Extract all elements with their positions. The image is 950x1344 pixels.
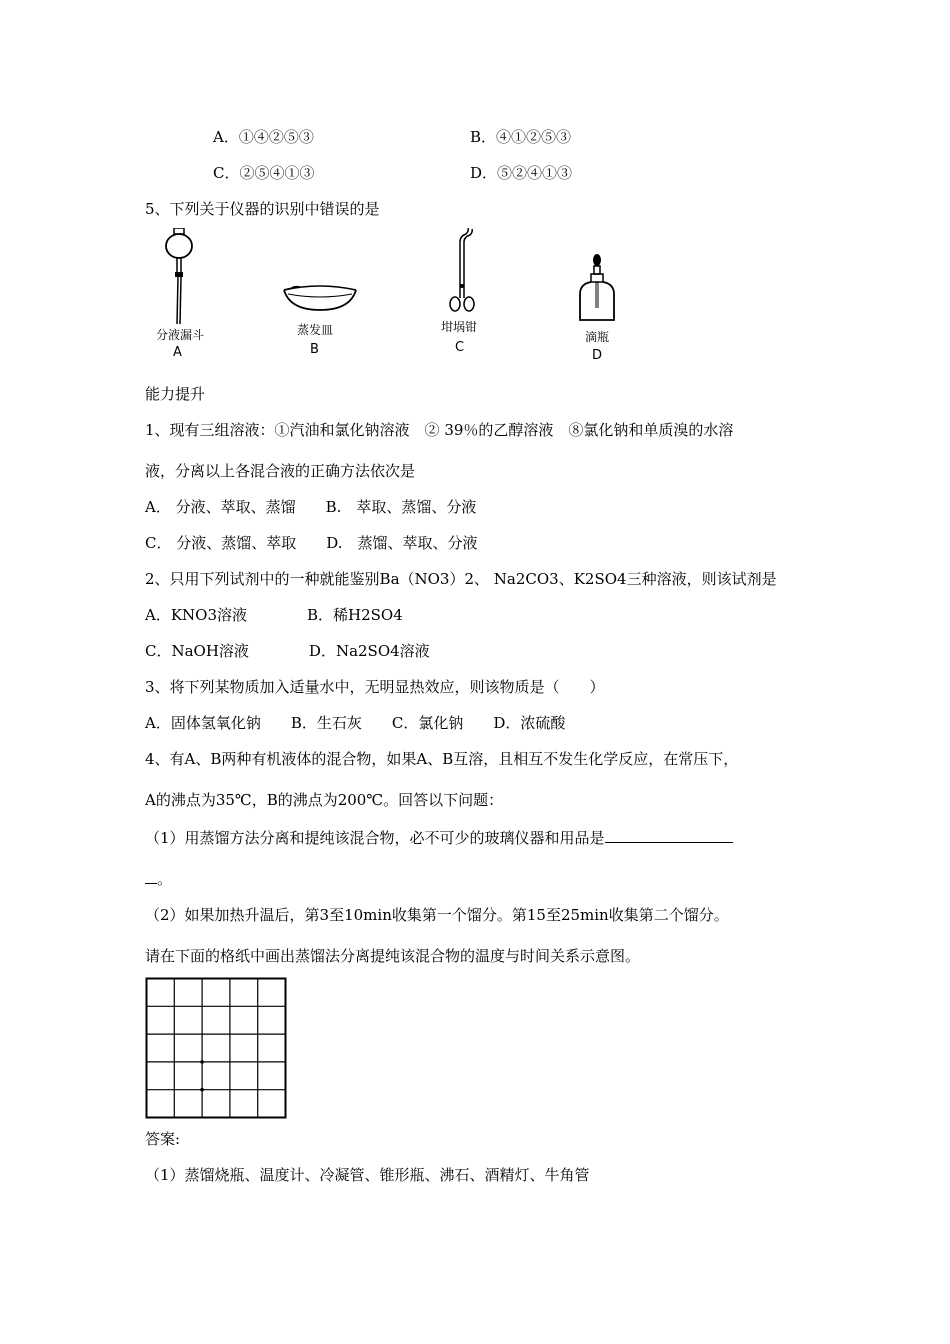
instrument-c-letter: C — [455, 340, 465, 355]
p4-sub1-end: 。 — [157, 870, 173, 888]
p1-options-ab: A． 分液、萃取、蒸馏 B. 萃取、蒸馏、分液 — [145, 498, 477, 516]
p4-sub1 — [145, 828, 733, 848]
p3-options: A．固体氢氧化钠 B．生石灰 C．氯化钠 D．浓硫酸 — [145, 714, 566, 732]
p4-sub1-text: （1）用蒸馏方法分离和提纯该混合物，必不可少的玻璃仪器和用品是 — [145, 829, 605, 847]
p2-options-ab: A．KNO3溶液 B．稀H2SO4 — [145, 606, 403, 624]
dropper-bottle-icon — [570, 228, 640, 328]
q4-option-c: C．②⑤④①③ — [213, 164, 315, 182]
instrument-c — [430, 228, 500, 368]
answer-1: （1）蒸馏烧瓶、温度计、冷凝管、锥形瓶、沸石、酒精灯、牛角管 — [145, 1166, 590, 1184]
instrument-a-caption: 分液漏斗 — [155, 328, 204, 342]
p4-sub1-cont — [145, 869, 172, 889]
answer-blank — [605, 828, 733, 843]
p2-question: 2、只用下列试剂中的一种就能鉴别Ba（NO3）2、 Na2CO3、K2SO4三种溶液，则该试剂是 — [145, 570, 777, 588]
p1-options-cd: C． 分液、蒸馏、萃取 D. 蒸馏、萃取、分液 — [145, 534, 478, 552]
q4-option-d: D．⑤②④①③ — [470, 164, 573, 182]
instrument-b — [280, 228, 360, 368]
instrument-b-letter: B — [310, 342, 319, 357]
instrument-d — [570, 228, 640, 368]
evaporating-dish-icon — [280, 280, 360, 320]
p2-options-cd: C．NaOH溶液 D．Na2SO4溶液 — [145, 642, 430, 660]
separatory-funnel-icon — [145, 228, 215, 328]
p4-sub2-line2: 请在下面的格纸中画出蒸馏法分离提纯该混合物的温度与时间关系示意图。 — [145, 947, 641, 965]
p1-line1: 1、现有三组溶液：①汽油和氯化钠溶液 ② 39％的乙醇溶液 ⑧氯化钠和单质溴的水溶 — [145, 421, 734, 439]
p4-line1: 4、有A、B两种有机液体的混合物，如果A、B互溶，且相互不发生化学反应，在常压下， — [145, 750, 739, 768]
instrument-d-caption: 滴瓶 — [584, 330, 609, 344]
q5-question: 5、下列关于仪器的识别中错误的是 — [145, 200, 380, 218]
instrument-c-caption: 坩埚钳 — [440, 320, 477, 334]
q4-option-b: B．④①②⑤③ — [470, 128, 572, 146]
answer-blank-cont — [145, 869, 157, 884]
p4-sub2: （2）如果加热升温后，第3至10min收集第一个馏分。第15至25min收集第二个馏分。 — [145, 906, 729, 924]
answer-label: 答案: — [145, 1130, 181, 1148]
p4-line2: A的沸点为35℃，B的沸点为200℃。回答以下问题： — [145, 791, 504, 809]
instrument-d-letter: D — [592, 348, 603, 363]
p1-line2: 液，分离以上各混合液的正确方法依次是 — [145, 462, 416, 480]
q4-option-a: A．①④②⑤③ — [213, 128, 314, 146]
instrument-a — [145, 228, 215, 368]
p3-question: 3、将下列某物质加入适量水中，无明显热效应，则该物质是（ ） — [145, 678, 605, 696]
instrument-b-caption: 蒸发皿 — [296, 323, 333, 337]
instrument-a-letter: A — [173, 345, 182, 360]
section-title: 能力提升 — [145, 385, 206, 403]
grid-paper — [145, 977, 287, 1119]
crucible-tongs-icon — [430, 228, 500, 318]
